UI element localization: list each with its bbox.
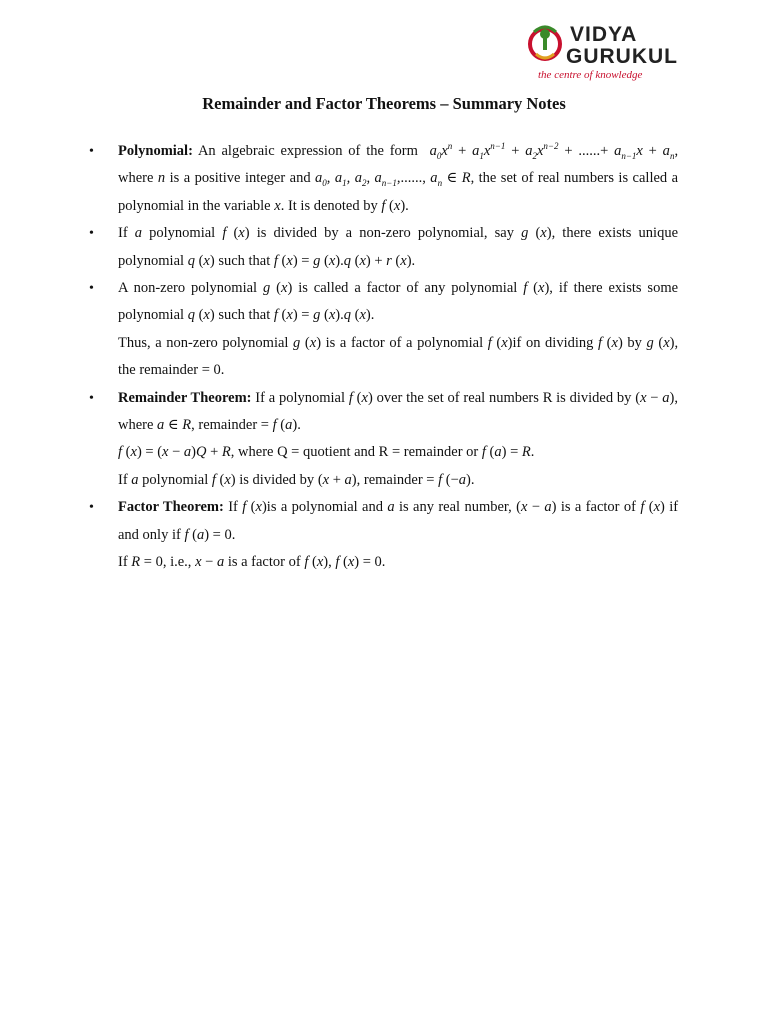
bullet-remainder-theorem: [118, 385, 678, 495]
math-a: a: [134, 225, 143, 242]
math-r-eq-0: R = 0: [131, 554, 163, 571]
text: . It is denoted by: [280, 197, 378, 214]
math-n: n: [157, 170, 166, 187]
math-qx: q (x): [187, 252, 215, 269]
text: is a factor of a polynomial: [325, 334, 484, 351]
text: ,: [328, 554, 332, 571]
text: is a polynomial and: [266, 499, 383, 516]
remainder-equation: f (x) = (x − a)Q + R: [118, 444, 231, 461]
text: , i.e.,: [162, 554, 192, 571]
math-eq-f-neg-a: = f (−a): [426, 471, 471, 488]
text: such that: [218, 252, 271, 269]
math-fx: f (x): [487, 334, 513, 351]
text: .: [231, 526, 236, 543]
math-gx: g (x): [646, 334, 675, 351]
text: is any real number,: [399, 499, 512, 516]
text: .: [405, 197, 409, 214]
text: is a positive integer and: [169, 170, 311, 187]
bullet-polynomial: • Polynomial: An algebraic expression of the form $a_0x^n + a_1x^{n-1} + a_2x^{n-2}$ + ......+ $a_{n-1}x + a_n$, where n is a positive integer and $a_0$, $a_1$, $a_2$, $a_{n-1}$,......, $a_n$ ∈ R, the set of real numbers is called a polynomial in the variable x. It is denoted by f (x).: [118, 138, 678, 220]
math-fx: f (x): [640, 499, 665, 516]
text: such that: [218, 307, 271, 324]
text: If: [118, 225, 128, 242]
math-gx: g (x): [521, 225, 552, 242]
math-fx: f (x): [211, 471, 236, 488]
math-gx: g (x): [263, 280, 293, 297]
bullet-factor-theorem: [118, 494, 678, 576]
text: A non-zero polynomial: [118, 280, 258, 297]
math-a: a: [387, 499, 395, 516]
text: is called a factor of any polynomial: [298, 280, 518, 297]
term-polynomial: Polynomial:: [118, 143, 193, 159]
logo: [526, 22, 678, 86]
text: , remainder: [356, 471, 423, 488]
text: An algebraic expression of the form: [197, 143, 418, 159]
text: , there exists unique: [551, 225, 678, 242]
text: Thus, a non-zero polynomial: [118, 334, 289, 351]
text: , where Q = quotient and R = remainder or: [230, 444, 479, 461]
text: .: [297, 417, 301, 434]
math-fx: f (x): [523, 280, 550, 297]
math-fa-eq-0: f (a) = 0: [184, 526, 232, 543]
math-fx-eq-0: f (x) = 0: [335, 554, 382, 571]
text: polynomial: [118, 307, 185, 324]
math-a-in-r: a ∈ R: [157, 417, 192, 434]
text: If a polynomial: [255, 389, 346, 406]
text: .: [381, 554, 386, 571]
polynomial-general-form: $a_0x^n + a_1x^{n-1} + a_2x^{n-2}$ + ......+ $a_{n-1}x + a_n$: [423, 141, 675, 161]
text: is a factor of: [560, 499, 636, 516]
text: If: [228, 499, 238, 516]
math-fx: f (x): [598, 334, 623, 351]
notes-list: [118, 138, 678, 577]
text: .: [470, 471, 475, 488]
text: if on dividing: [512, 334, 594, 351]
text: by: [627, 334, 642, 351]
bullet-factor: [118, 275, 678, 385]
text: polynomial: [142, 471, 209, 488]
text: , remainder: [191, 417, 258, 434]
text: polynomial: [118, 252, 185, 269]
math-fx: f (x): [348, 389, 373, 406]
text: over the set of real numbers R is divided by: [376, 389, 632, 406]
text: .: [370, 307, 375, 324]
math-fa-eq-r: f (a) = R: [481, 444, 531, 461]
text: , the remainder = 0.: [118, 334, 679, 379]
math-a: a: [131, 471, 139, 488]
text: is a factor of: [227, 554, 301, 571]
math-fx: f (x): [304, 554, 329, 571]
math-x-minus-a: (x − a): [635, 389, 675, 406]
text: where: [118, 170, 154, 187]
text: .: [411, 252, 416, 269]
coefficients-set: $a_0$, $a_1$, $a_2$, $a_{n-1}$,......, $a_n$ ∈ R: [315, 170, 471, 189]
math-qx: q (x): [187, 307, 215, 324]
text: a polynomial in the variable: [118, 170, 679, 214]
text: .: [530, 444, 535, 461]
text: If: [118, 471, 128, 488]
text: , the set of real numbers is called: [470, 170, 668, 187]
logo-word-vidya: VIDYA: [570, 23, 638, 46]
math-x-plus-a: (x + a): [317, 471, 357, 488]
logo-word-gurukul: GURUKUL: [566, 45, 678, 68]
division-equation: f (x) = g (x).q (x) + r (x): [273, 252, 412, 269]
math-fx: f (x): [381, 197, 406, 214]
bullet-division: [118, 220, 678, 275]
text: If: [118, 554, 128, 571]
math-fx: f (x): [242, 499, 267, 516]
logo-tagline: the centre of knowledge: [538, 69, 643, 81]
math-gx: g (x): [293, 334, 322, 351]
math-x-minus-a: x − a: [195, 554, 225, 571]
page-title: Remainder and Factor Theorems – Summary Notes: [202, 94, 566, 113]
math-x-minus-a: (x − a): [516, 499, 557, 516]
text: polynomial: [149, 225, 216, 242]
term-remainder-theorem: Remainder Theorem:: [118, 389, 252, 406]
text: if and only if: [118, 499, 679, 543]
math-eq-fa: = f (a): [260, 417, 298, 434]
factor-equation: f (x) = g (x).q (x): [273, 307, 371, 324]
math-fx: f (x): [222, 225, 250, 242]
text: is divided by: [239, 471, 315, 488]
math-x: x: [274, 197, 281, 214]
text: is divided by a non-zero polynomial, say: [256, 225, 514, 242]
text: , if there exists some: [549, 280, 679, 297]
text: , where: [118, 389, 678, 434]
term-factor-theorem: Factor Theorem:: [118, 499, 224, 516]
